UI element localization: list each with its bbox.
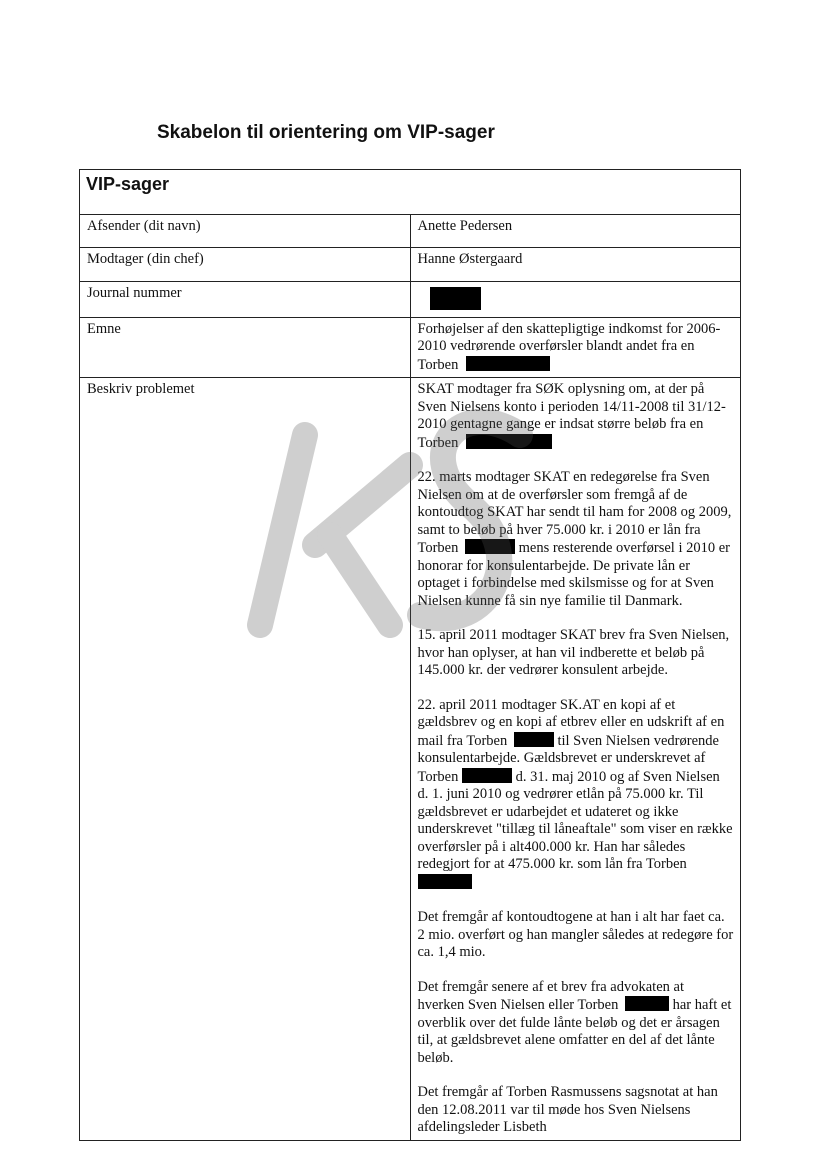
journal-label: Journal nummer [80,282,411,318]
paragraph-text: SKAT modtager fra SØK oplysning om, at der på Sven Nielsens konto i perioden 14/11-2008 til 31/12-2010 gentagne gange er indsat større beløb fra en Torben [417,381,726,451]
recipient-row [80,248,741,282]
paragraph-text: 22. april 2011 modtager SK.AT en kopi af et gældsbrev og en kopi af etbrev eller en udskrift af en mail fra Torben [417,696,725,749]
redaction-box [466,356,550,371]
paragraph: Det fremgår af kontoudtogene at han i alt har faet ca. 2 mio. overført og han mangler således at redegøre for ca. 1,4 mio. [417,909,734,960]
redaction-box [462,768,512,783]
vip-form-table [79,169,741,1141]
redaction-box [430,287,481,310]
paragraph [418,979,735,1068]
paragraph [418,381,735,452]
paragraph [418,697,735,893]
recipient-value: Hanne Østergaard [410,248,741,282]
paragraph: Det fremgår af Torben Rasmussens sagsnotat at han den 12.08.2011 var til møde hos Sven Nielsens afdelingsleder Lisbeth [417,1084,718,1135]
sender-label: Afsender (dit navn) [80,215,411,248]
heading-row [80,170,741,215]
subject-value [410,317,741,378]
subject-row [80,317,741,378]
sender-value: Anette Pedersen [410,215,741,248]
page-title: Skabelon til orientering om VIP-sager [157,122,495,143]
redaction-box [465,539,515,554]
subject-text: Forhøjelser af den skattepligtige indkomst for 2006-2010 vedrørende overførsler blandt andet fra en Torben [417,320,721,373]
journal-value [410,282,741,318]
paragraph-text: til Sven Nielsen vedrørende konsulentarbejde. Gældsbrevet er underskrevet af Torben [417,732,719,785]
paragraph-text: d. 31. maj 2010 og af Sven Nielsen d. 1. juni 2010 og vedrører etlån på 75.000 kr. Til gældsbrevet er udarbejdet et udateret og ikke underskrevet "tillæg til låneaftale" som viser en række overførsler på i alt400.000 kr. Han har således redegjort for at 475.000 kr. som lån fra Torben [417,768,733,872]
problem-row [80,378,741,1141]
recipient-label: Modtager (din chef) [80,248,411,282]
redaction-box [418,874,472,889]
problem-label: Beskriv problemet [80,378,411,1141]
paragraph-text: Det fremgår senere af et brev fra advokaten at hverken Sven Nielsen eller Torben [417,978,684,1013]
paragraph-text: 22. marts modtager SKAT en redegørelse fra Sven Nielsen om at de overførsler som fremgå af de kontoudtog SKAT har sendt til ham for 2008 og 2009, samt to beløb på hver 75.000 kr. i 2010 er lån fra Torben [417,469,732,556]
paragraph: 15. april 2011 modtager SKAT brev fra Sven Nielsen, hvor han oplyser, at han vil indberette et beløb på 145.000 kr. der vedrører konsulent arbejde. [417,627,730,678]
redaction-box [514,732,554,747]
subject-label: Emne [80,317,411,378]
journal-row [80,282,741,318]
redaction-box [625,996,669,1011]
sender-row [80,215,741,248]
paragraph [418,469,735,610]
table-heading: VIP-sager [80,170,741,215]
problem-description [410,378,741,1141]
redaction-box [466,434,552,449]
paragraph-text: har haft et overblik over det fulde lånte beløb og det er årsagen til, at gældsbrevet alene omfatter en del af det lånte beløb. [417,997,732,1066]
paragraph-text: mens resterende overførsel i 2010 er honorar for konsulentarbejde. De private lån er optaget i forbindelse med skilsmisse og for at Sven Nielsen kunne få sin nye familie til Danmark. [417,540,730,609]
